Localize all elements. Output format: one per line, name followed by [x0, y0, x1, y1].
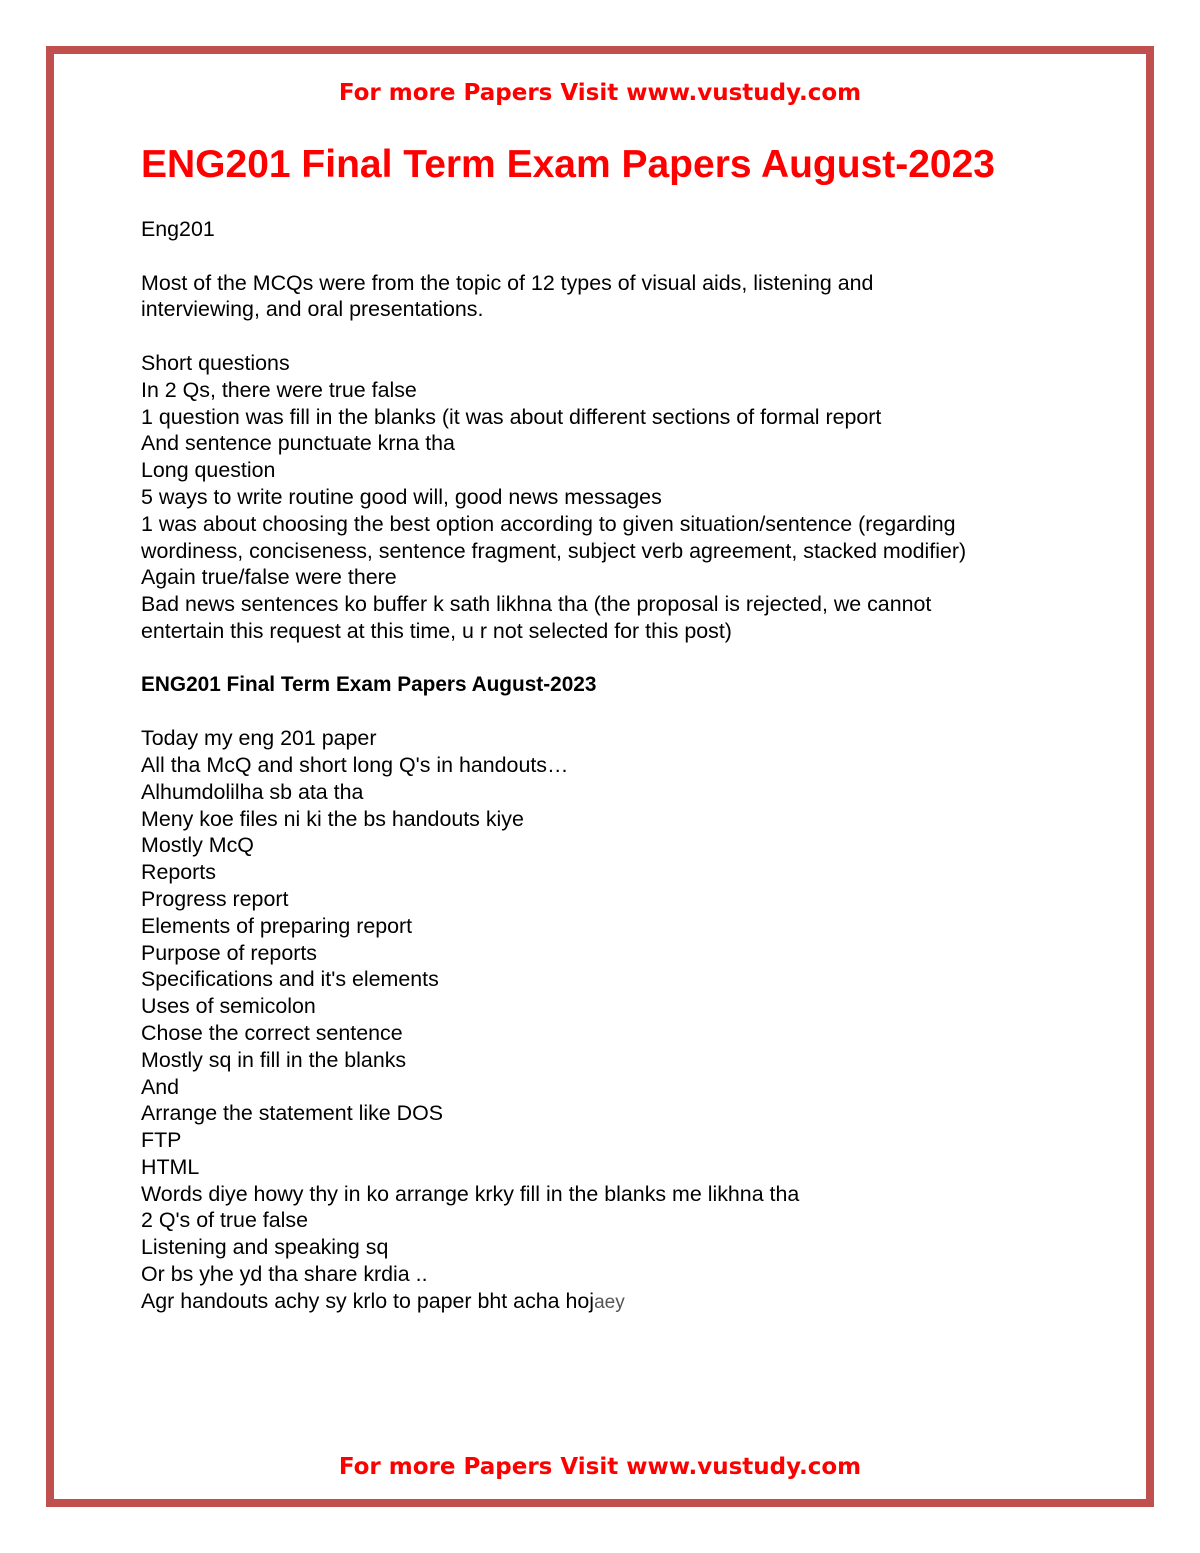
- text-line: Reports: [141, 860, 216, 885]
- text-line: 5 ways to write routine good will, good news messages: [141, 484, 662, 509]
- intro-paragraph-line: Most of the MCQs were from the topic of 12 types of visual aids, listening and: [141, 270, 874, 295]
- text-line: Arrange the statement like DOS: [141, 1101, 443, 1126]
- text-line: HTML: [141, 1154, 200, 1179]
- text-line: Specifications and it's elements: [141, 967, 439, 992]
- text-line: Chose the correct sentence: [141, 1020, 403, 1045]
- spacer: [141, 645, 1101, 672]
- spacer: [141, 698, 1101, 725]
- text-line: entertain this request at this time, u r not selected for this post): [141, 618, 732, 643]
- text-line: Long question: [141, 458, 276, 483]
- footer-visit-link[interactable]: For more Papers Visit www.vustudy.com: [338, 1454, 862, 1480]
- spacer: [141, 323, 1101, 350]
- text-line: Uses of semicolon: [141, 994, 316, 1019]
- text-line: 1 question was fill in the blanks (it was about different sections of formal report: [141, 404, 882, 429]
- course-code: Eng201: [141, 217, 215, 241]
- section-heading: ENG201 Final Term Exam Papers August-2023: [141, 672, 597, 696]
- text-line: In 2 Qs, there were true false: [141, 377, 417, 402]
- text-line: Mostly McQ: [141, 833, 254, 858]
- text-line: Meny koe files ni ki the bs handouts kiye: [141, 806, 524, 831]
- spacer: [141, 243, 1101, 270]
- text-line: FTP: [141, 1128, 182, 1153]
- text-line: Or bs yhe yd tha share krdia ..: [141, 1262, 428, 1287]
- intro-paragraph-line: interviewing, and oral presentations.: [141, 297, 484, 322]
- text-line: Progress report: [141, 886, 289, 911]
- text-line: Elements of preparing report: [141, 913, 413, 938]
- text-line: Again true/false were there: [141, 565, 397, 590]
- document-title: ENG201 Final Term Exam Papers August-2023: [141, 143, 996, 186]
- text-line: 2 Q's of true false: [141, 1208, 308, 1233]
- text-line: All tha McQ and short long Q's in handouts…: [141, 752, 569, 777]
- last-line-tail: aey: [594, 1291, 625, 1313]
- text-line: Alhumdolilha sb ata tha: [141, 779, 364, 804]
- text-line: Today my eng 201 paper: [141, 726, 377, 751]
- document-body: [141, 216, 1101, 1317]
- last-text-line: [141, 1288, 1101, 1317]
- text-line: Listening and speaking sq: [141, 1235, 389, 1260]
- text-line: Purpose of reports: [141, 940, 317, 965]
- last-line-main: Agr handouts achy sy krlo to paper bht acha hoj: [141, 1288, 595, 1313]
- text-line: Mostly sq in fill in the blanks: [141, 1047, 407, 1072]
- text-line: Short questions: [141, 350, 290, 375]
- text-line: 1 was about choosing the best option according to given situation/sentence (regarding: [141, 511, 956, 536]
- text-line: Words diye howy thy in ko arrange krky fill in the blanks me likhna tha: [141, 1181, 800, 1206]
- section1-list: [141, 350, 1101, 645]
- text-line: Bad news sentences ko buffer k sath likhna tha (the proposal is rejected, we cannot: [141, 592, 932, 617]
- text-line: wordiness, conciseness, sentence fragment, subject verb agreement, stacked modifier): [141, 538, 967, 563]
- section2-list: [141, 725, 1101, 1317]
- header-visit-link[interactable]: For more Papers Visit www.vustudy.com: [338, 80, 862, 106]
- text-line: And: [141, 1074, 180, 1099]
- text-line: And sentence punctuate krna tha: [141, 431, 455, 456]
